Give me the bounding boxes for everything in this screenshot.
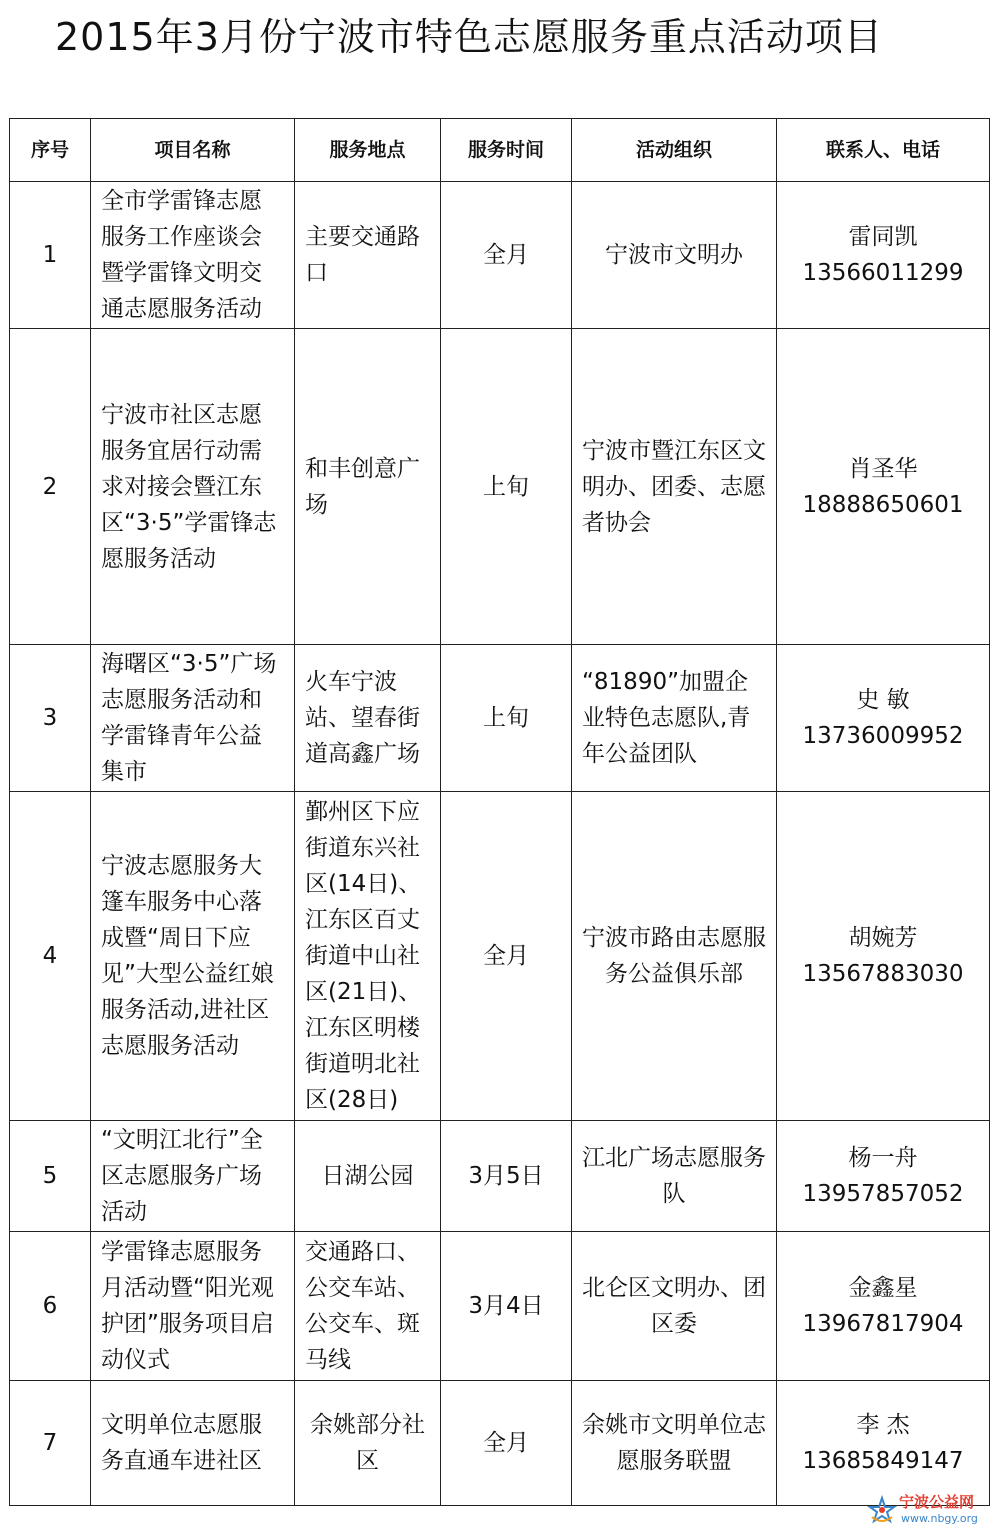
row-project-name: 海曙区“3·5”广场志愿服务活动和学雷锋青年公益集市 bbox=[91, 645, 295, 792]
row-time: 上旬 bbox=[441, 329, 572, 645]
site-watermark bbox=[867, 1493, 992, 1527]
row-place: 交通路口、公交车站、公交车、斑马线 bbox=[295, 1232, 441, 1381]
contact-name: 雷同凯 bbox=[848, 224, 918, 250]
contact-phone: 18888650601 bbox=[802, 491, 964, 518]
contact-phone: 13566011299 bbox=[802, 260, 964, 286]
row-project-name: 宁波志愿服务大篷车服务中心落成暨“周日下应见”大型公益红娘服务活动,进社区志愿服务活动 bbox=[91, 792, 295, 1121]
row-seq: 2 bbox=[10, 329, 91, 645]
row-contact bbox=[777, 1232, 990, 1381]
row-contact bbox=[777, 1121, 990, 1232]
table-header-row bbox=[10, 119, 990, 182]
table-row bbox=[10, 1232, 990, 1381]
watermark-site-name: 宁波公益网 bbox=[899, 1493, 975, 1511]
row-time: 全月 bbox=[441, 792, 572, 1121]
contact-phone: 13967817904 bbox=[802, 1311, 964, 1337]
header-contact: 联系人、电话 bbox=[777, 119, 990, 182]
contact-phone: 13685849147 bbox=[802, 1448, 964, 1474]
row-project-name: “文明江北行”全区志愿服务广场活动 bbox=[91, 1121, 295, 1232]
header-time: 服务时间 bbox=[441, 119, 572, 182]
contact-name: 金鑫星 bbox=[848, 1275, 918, 1301]
table-row bbox=[10, 1381, 990, 1506]
contact-name: 杨一舟 bbox=[848, 1145, 918, 1171]
row-contact bbox=[777, 645, 990, 792]
row-contact bbox=[777, 792, 990, 1121]
row-place: 日湖公园 bbox=[295, 1121, 441, 1232]
row-project-name: 学雷锋志愿服务月活动暨“阳光观护团”服务项目启动仪式 bbox=[91, 1232, 295, 1381]
star-logo-icon bbox=[867, 1495, 897, 1525]
contact-name: 肖圣华 bbox=[848, 455, 918, 482]
row-time: 3月4日 bbox=[441, 1232, 572, 1381]
row-place: 鄞州区下应街道东兴社区(14日)、江东区百丈街道中山社区(21日)、江东区明楼街道明北社区(28日) bbox=[295, 792, 441, 1121]
row-seq: 7 bbox=[10, 1381, 91, 1506]
row-project-name: 文明单位志愿服务直通车进社区 bbox=[91, 1381, 295, 1506]
contact-phone: 13957857052 bbox=[802, 1181, 964, 1207]
row-organizer: 宁波市暨江东区文明办、团委、志愿者协会 bbox=[572, 329, 777, 645]
watermark-url: www.nbgy.org bbox=[901, 1512, 978, 1525]
contact-phone: 13736009952 bbox=[802, 723, 964, 749]
row-contact bbox=[777, 1381, 990, 1506]
contact-name: 李 杰 bbox=[856, 1412, 910, 1438]
row-project-name: 宁波市社区志愿服务宜居行动需求对接会暨江东区“3·5”学雷锋志愿服务活动 bbox=[91, 329, 295, 645]
row-organizer: 余姚市文明单位志愿服务联盟 bbox=[572, 1381, 777, 1506]
table-row bbox=[10, 645, 990, 792]
table-row bbox=[10, 792, 990, 1121]
row-organizer: 宁波市路由志愿服务公益俱乐部 bbox=[572, 792, 777, 1121]
row-seq: 3 bbox=[10, 645, 91, 792]
row-time: 上旬 bbox=[441, 645, 572, 792]
row-seq: 1 bbox=[10, 182, 91, 329]
row-organizer: 宁波市文明办 bbox=[572, 182, 777, 329]
header-org: 活动组织 bbox=[572, 119, 777, 182]
table-row bbox=[10, 329, 990, 645]
row-place: 火车宁波站、望春街道高鑫广场 bbox=[295, 645, 441, 792]
page-title: 2015年3月份宁波市特色志愿服务重点活动项目 bbox=[55, 15, 883, 59]
row-seq: 5 bbox=[10, 1121, 91, 1232]
row-contact bbox=[777, 329, 990, 645]
table-row bbox=[10, 182, 990, 329]
row-seq: 4 bbox=[10, 792, 91, 1121]
header-seq: 序号 bbox=[10, 119, 91, 182]
row-time: 全月 bbox=[441, 182, 572, 329]
contact-name: 胡婉芳 bbox=[848, 925, 918, 951]
row-contact bbox=[777, 182, 990, 329]
activity-table bbox=[9, 118, 990, 1506]
row-organizer: 江北广场志愿服务队 bbox=[572, 1121, 777, 1232]
header-place: 服务地点 bbox=[295, 119, 441, 182]
row-time: 3月5日 bbox=[441, 1121, 572, 1232]
row-place: 主要交通路口 bbox=[295, 182, 441, 329]
row-organizer: 北仑区文明办、团区委 bbox=[572, 1232, 777, 1381]
row-seq: 6 bbox=[10, 1232, 91, 1381]
row-project-name: 全市学雷锋志愿服务工作座谈会暨学雷锋文明交通志愿服务活动 bbox=[91, 182, 295, 329]
row-place: 余姚部分社区 bbox=[295, 1381, 441, 1506]
row-place: 和丰创意广场 bbox=[295, 329, 441, 645]
header-name: 项目名称 bbox=[91, 119, 295, 182]
row-organizer: “81890”加盟企业特色志愿队,青年公益团队 bbox=[572, 645, 777, 792]
row-time: 全月 bbox=[441, 1381, 572, 1506]
contact-phone: 13567883030 bbox=[802, 961, 964, 987]
table-row bbox=[10, 1121, 990, 1232]
contact-name: 史 敏 bbox=[856, 687, 910, 713]
